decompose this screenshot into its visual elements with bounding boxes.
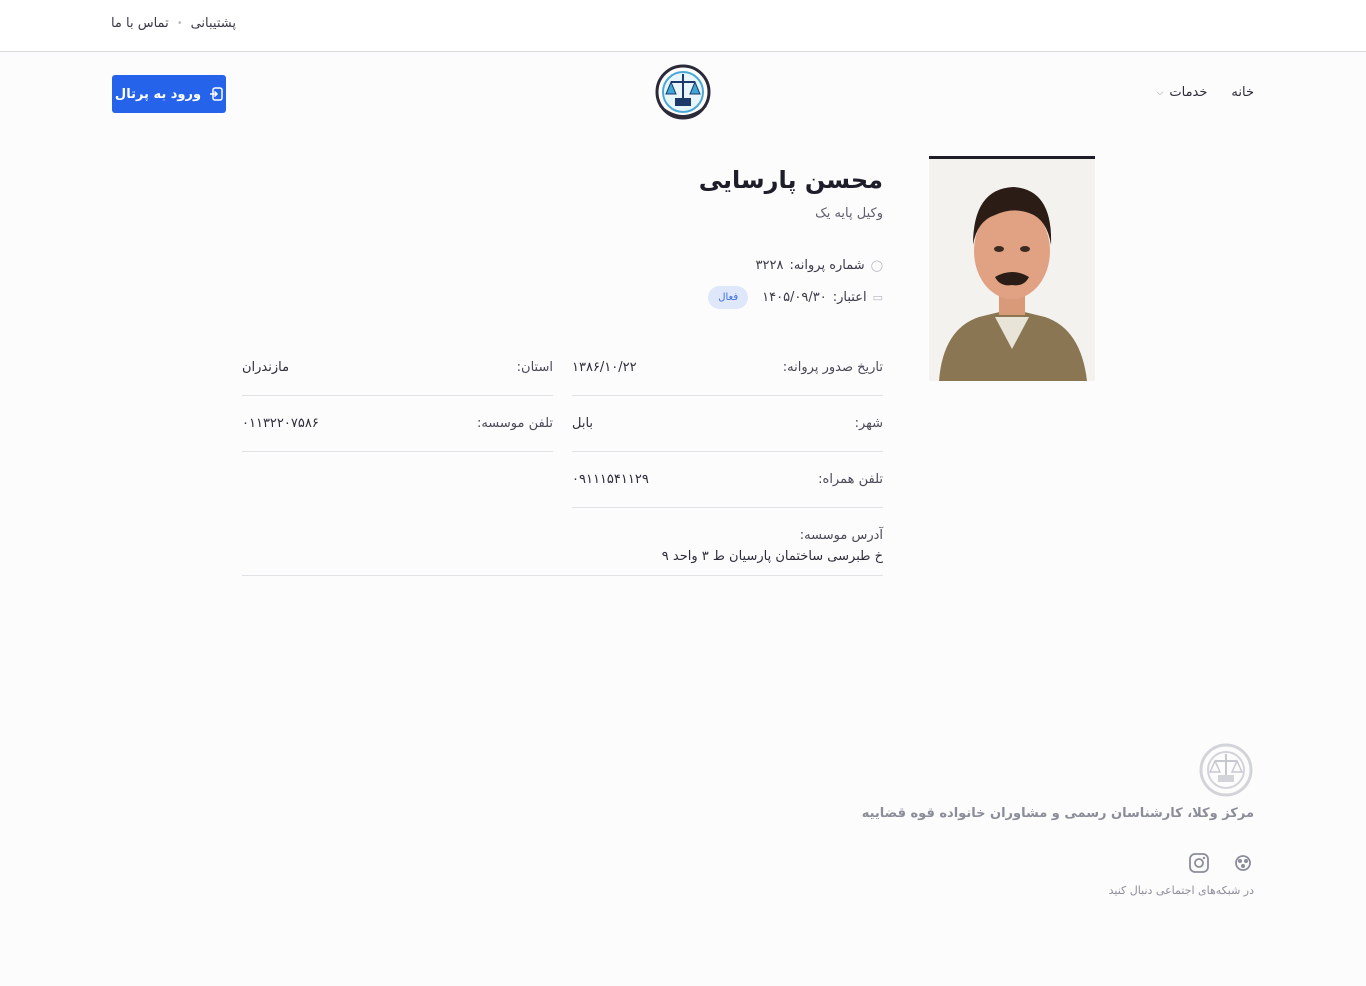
validity-row	[708, 286, 883, 309]
province-value: مازندران	[242, 360, 290, 375]
validity-label: اعتبار:	[832, 290, 867, 305]
footer-title: مرکز وکلا، کارشناسان رسمی و مشاوران خانواده قوه قضاییه	[861, 806, 1254, 821]
province-field	[242, 360, 553, 396]
main-header	[0, 52, 1366, 136]
city-value: بابل	[572, 416, 594, 431]
nav-services[interactable]	[1157, 85, 1208, 100]
social-links	[1188, 852, 1254, 874]
address-value: خ طبرسی ساختمان پارسیان ط ۳ واحد ۹	[661, 549, 883, 564]
mobile-label: تلفن همراه:	[818, 472, 883, 487]
profile-header	[699, 166, 883, 221]
follow-text: در شبکه‌های اجتماعی دنبال کنید	[1108, 884, 1254, 897]
license-label: شماره پروانه:	[789, 258, 865, 273]
portal-login-button[interactable]	[112, 75, 226, 113]
issue-date-label: تاریخ صدور پروانه:	[782, 360, 883, 375]
office-phone-field	[242, 416, 553, 452]
validity-date: ۱۴۰۵/۰۹/۳۰	[762, 290, 827, 305]
support-link[interactable]: پشتیبانی	[190, 16, 236, 31]
contact-link[interactable]: تماس با ما	[110, 16, 169, 31]
nav-services-label: خدمات	[1169, 85, 1208, 100]
top-bar	[0, 0, 1366, 52]
portal-button-label: ورود به پرتال	[114, 86, 202, 102]
calendar-icon: ▭	[872, 291, 883, 304]
judiciary-logo[interactable]	[654, 62, 712, 124]
lawyer-title: وکیل پایه یک	[815, 206, 883, 221]
status-badge: فعال	[708, 286, 748, 309]
license-number: ۳۲۲۸	[755, 258, 784, 273]
nav-home[interactable]	[1231, 85, 1254, 100]
issue-date-field	[572, 360, 883, 396]
social-icon[interactable]	[1232, 852, 1254, 874]
address-label: آدرس موسسه:	[799, 528, 883, 543]
license-row	[756, 258, 884, 273]
province-label: استان:	[516, 360, 553, 375]
top-links	[111, 16, 236, 31]
check-circle-icon: ◯	[870, 259, 883, 272]
lawyer-name: محسن پارسایی	[698, 166, 883, 194]
main-nav	[1157, 85, 1254, 100]
nav-home-label: خانه	[1231, 85, 1254, 100]
footer-logo	[1198, 742, 1254, 798]
office-phone-label: تلفن موسسه:	[476, 416, 553, 431]
chevron-down-icon: ⌵	[1156, 87, 1164, 98]
instagram-icon[interactable]	[1188, 852, 1210, 874]
city-field	[572, 416, 883, 452]
separator-dot: •	[176, 18, 183, 29]
issue-date-value: ۱۳۸۶/۱۰/۲۲	[572, 360, 637, 375]
lawyer-photo	[929, 156, 1095, 381]
address-field	[242, 528, 883, 576]
login-icon	[209, 87, 223, 101]
mobile-value: ۰۹۱۱۱۵۴۱۱۲۹	[572, 472, 649, 487]
mobile-field	[572, 472, 883, 508]
city-label: شهر:	[854, 416, 883, 431]
office-phone-value: ۰۱۱۳۲۲۰۷۵۸۶	[242, 416, 319, 431]
